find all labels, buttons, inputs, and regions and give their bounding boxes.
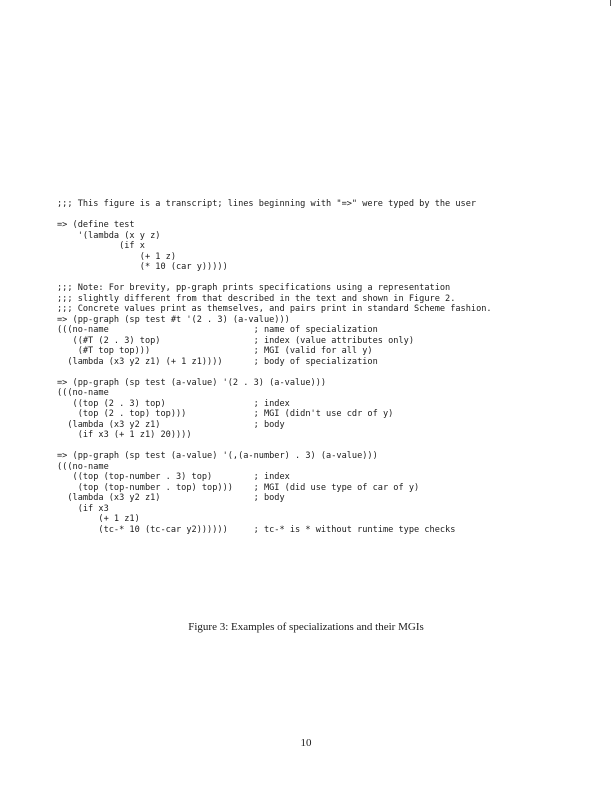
code-line: (lambda (x3 y2 z1) ; body — [57, 419, 285, 430]
code-line: ;;; Note: For brevity, pp-graph prints specifications using a representation — [57, 283, 451, 293]
figure-caption: Figure 3: Examples of specializations and their MGIs — [188, 621, 424, 633]
code-line: ((#T (2 . 3) top) ; index (value attributes only) — [57, 335, 414, 346]
code-line: ;;; slightly different from that described in the text and shown in Figure 2. — [57, 293, 456, 304]
code-line — [57, 367, 492, 378]
code-line: (+ 1 z) — [57, 251, 176, 262]
code-line: (* 10 (car y))))) — [57, 262, 228, 272]
code-line: (((no-name ; name of specialization — [57, 325, 378, 335]
code-line: => (pp-graph (sp test #t '(2 . 3) (a-value))) — [57, 314, 290, 325]
code-line — [57, 441, 492, 452]
code-line: (((no-name — [57, 388, 109, 398]
code-line: => (define test — [57, 220, 135, 230]
code-line: '(lambda (x y z) — [57, 230, 161, 241]
code-line: ;;; This figure is a transcript; lines beginning with "=>" were typed by the user — [57, 199, 477, 209]
code-line: (#T top top))) ; MGI (valid for all y) — [57, 346, 373, 356]
code-line: (if x3 — [57, 503, 109, 514]
code-line: (if x — [57, 241, 145, 251]
code-line — [57, 210, 492, 221]
page-edge-mark — [610, 0, 611, 6]
code-line: (lambda (x3 y2 z1) ; body — [57, 493, 285, 503]
code-line: (((no-name — [57, 461, 109, 472]
code-line: ((top (2 . 3) top) ; index — [57, 398, 290, 409]
code-transcript — [57, 199, 492, 535]
code-line: (if x3 (+ 1 z1) 20)))) — [57, 430, 192, 440]
code-line: (+ 1 z1) — [57, 514, 140, 524]
code-line: (top (top-number . top) top))) ; MGI (did use type of car of y) — [57, 482, 420, 493]
code-line: ;;; Concrete values print as themselves, and pairs print in standard Scheme fashion. — [57, 304, 492, 314]
code-line: ((top (top-number . 3) top) ; index — [57, 472, 290, 482]
code-line: (lambda (x3 y2 z1) (+ 1 z1)))) ; body of specialization — [57, 356, 378, 367]
code-line — [57, 273, 492, 284]
page-number: 10 — [300, 737, 312, 749]
code-line: (top (2 . top) top))) ; MGI (didn't use cdr of y) — [57, 409, 394, 419]
code-line: => (pp-graph (sp test (a-value) '(2 . 3) (a-value))) — [57, 377, 327, 388]
code-line: (tc-* 10 (tc-car y2)))))) ; tc-* is * without runtime type checks — [57, 524, 456, 535]
code-line: => (pp-graph (sp test (a-value) '(,(a-number) . 3) (a-value))) — [57, 451, 378, 461]
